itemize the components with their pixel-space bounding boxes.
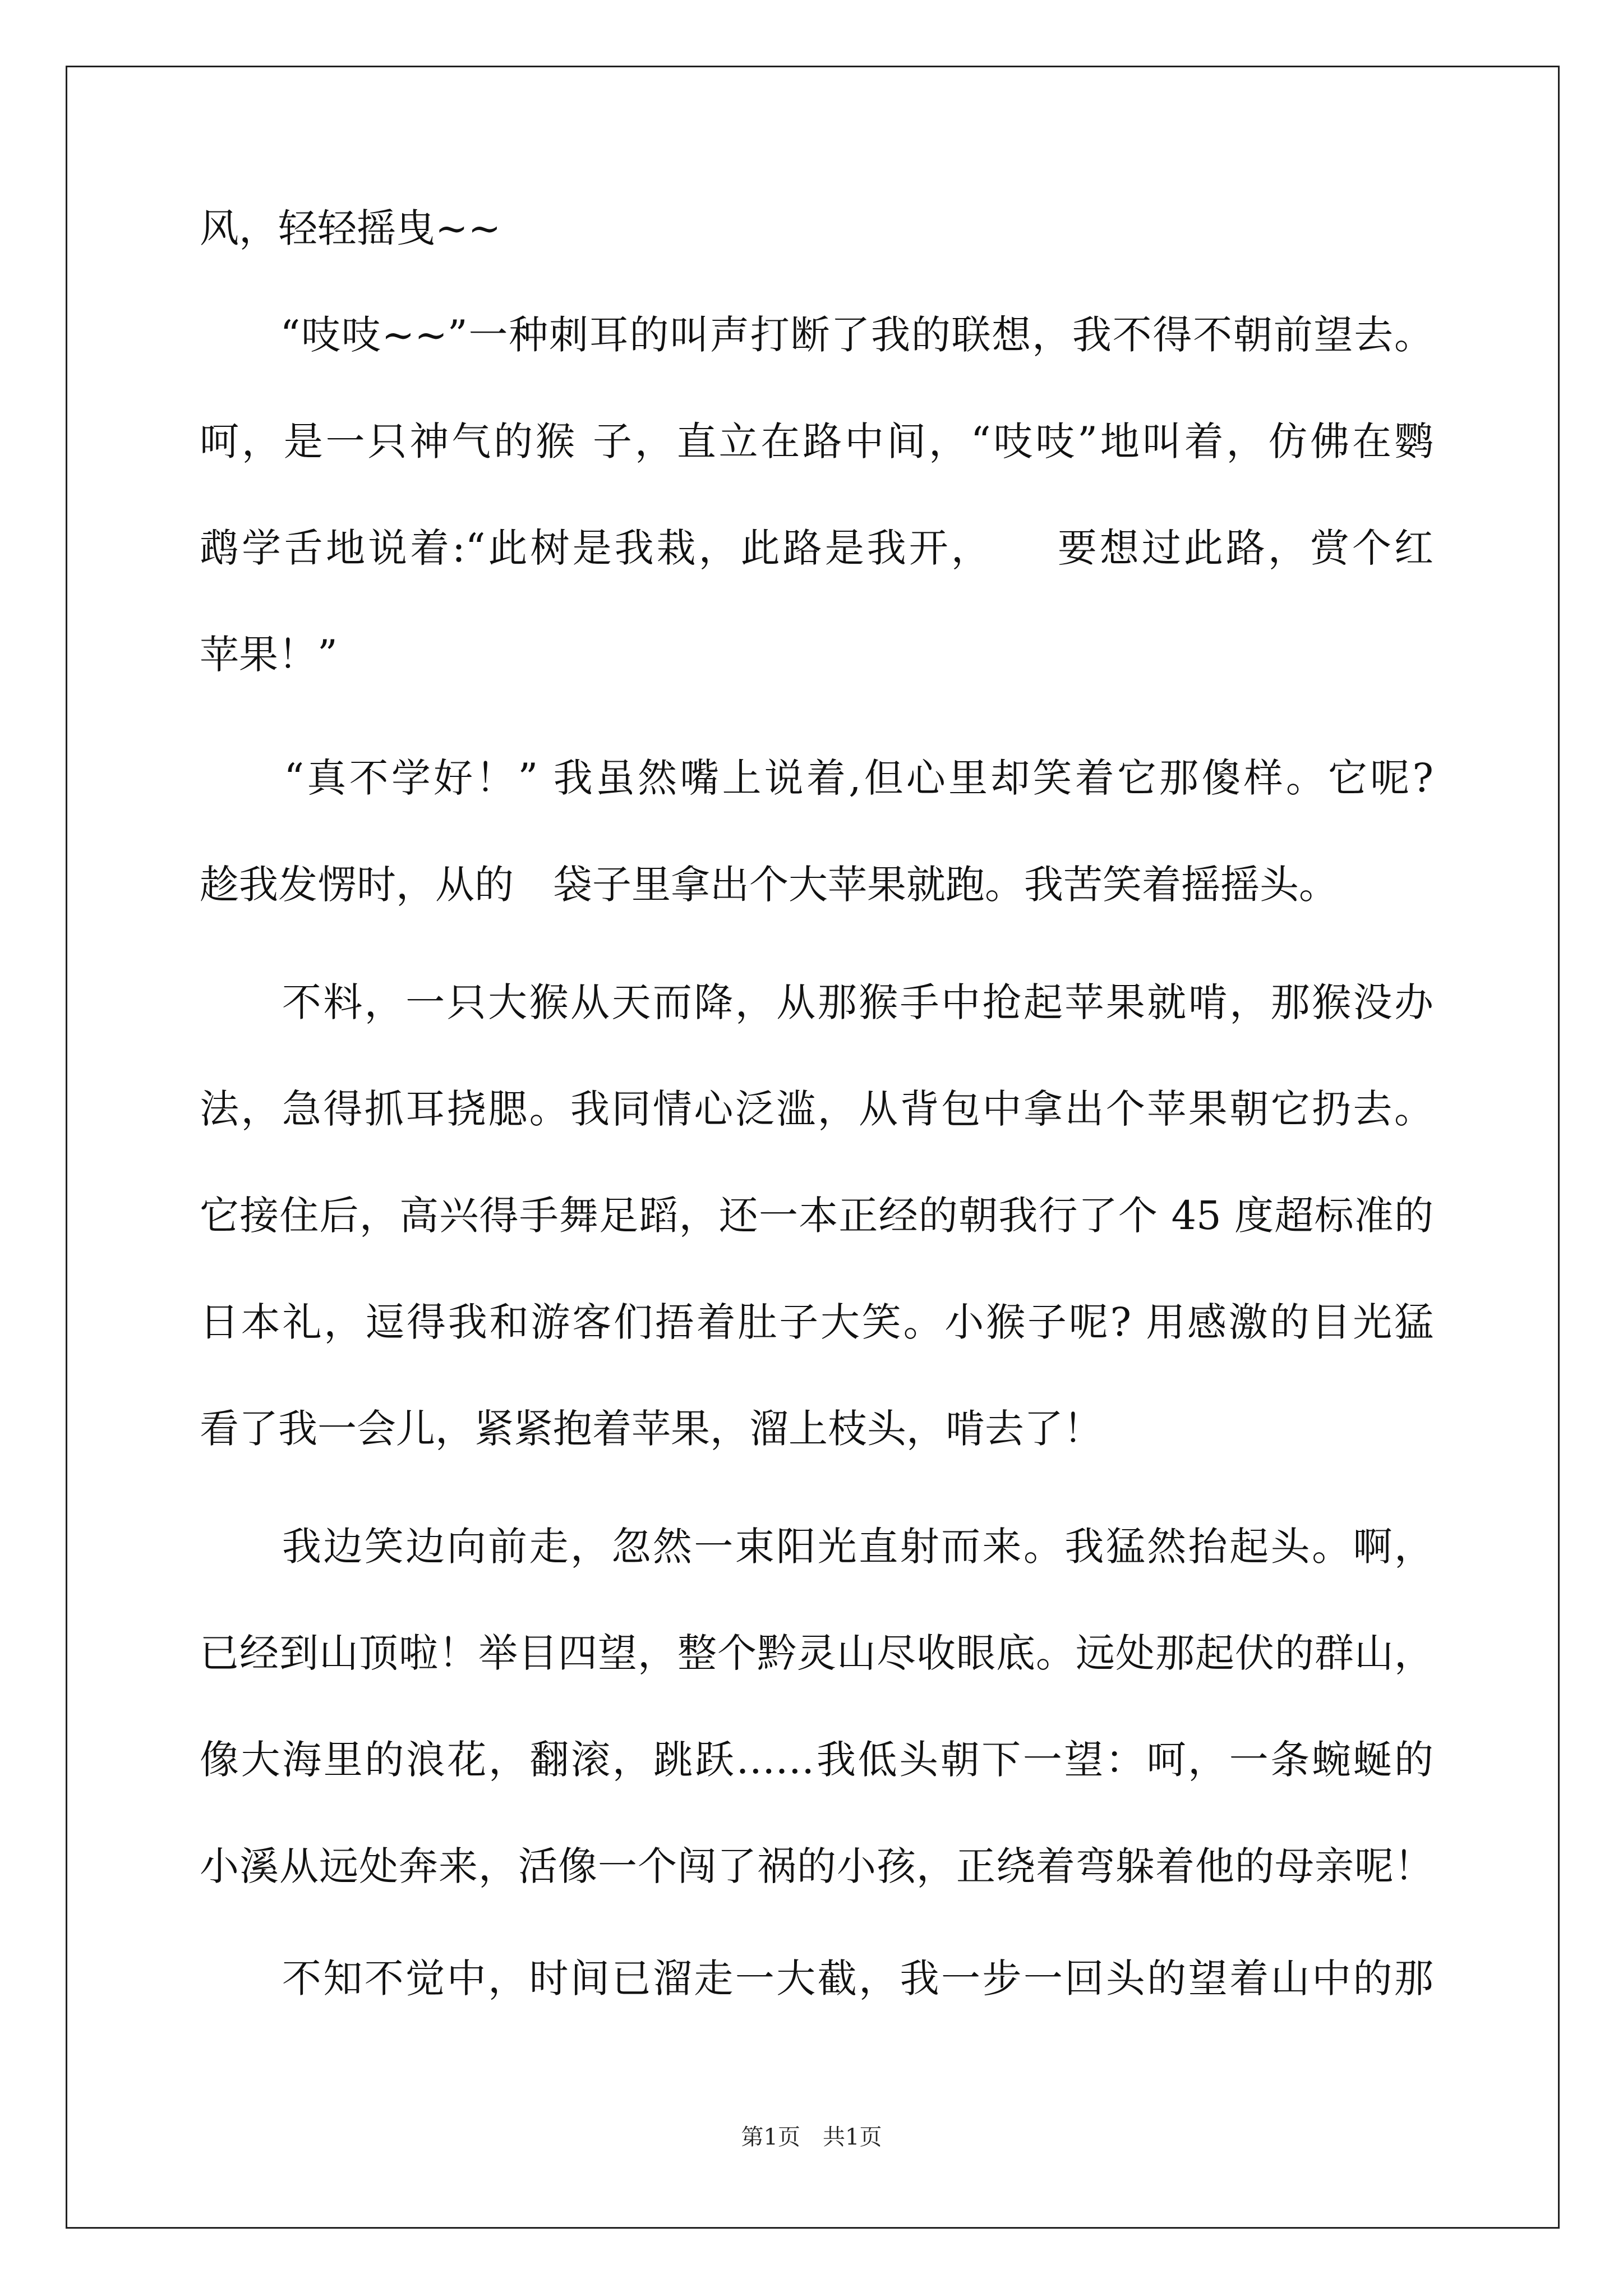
text-line: 我边笑边向前走，忽然一束阳光直射而来。我猛然抬起头。啊， xyxy=(200,1524,1433,1570)
text-line: 鹉学舌地说着:“此树是我栽，此路是我开， 要想过此路，赏个红 xyxy=(200,525,1433,571)
text-line: 小溪从远处奔来，活像一个闯了祸的小孩，正绕着弯躲着他的母亲呢！ xyxy=(200,1843,1433,1889)
text-line: 苹果！” xyxy=(200,632,338,678)
text-line: “真不学好！” 我虽然嘴上说着,但心里却笑着它那傻样。它呢? xyxy=(200,755,1433,801)
page-border xyxy=(66,66,1560,2229)
page-number: 第1页 共1页 xyxy=(741,2124,882,2150)
text-line: 趁我发愣时，从的 袋子里拿出个大苹果就跑。我苦笑着摇摇头。 xyxy=(200,862,1338,908)
text-line: 呵，是一只神气的猴 子，直立在路中间，“吱吱”地叫着，仿佛在鹦 xyxy=(200,418,1433,464)
text-line: 它接住后，高兴得手舞足蹈，还一本正经的朝我行了个 45 度超标准的 xyxy=(200,1193,1433,1239)
text-line: 像大海里的浪花，翻滚，跳跃……我低头朝下一望：呵，一条蜿蜒的 xyxy=(200,1737,1433,1783)
text-line: “吱吱~~”一种刺耳的叫声打断了我的联想，我不得不朝前望去。 xyxy=(200,312,1433,358)
text-line: 日本礼，逗得我和游客们捂着肚子大笑。小猴子呢? 用感激的目光猛 xyxy=(200,1299,1433,1345)
text-line: 不料，一只大猴从天而降，从那猴手中抢起苹果就啃，那猴没办 xyxy=(200,979,1433,1025)
text-line: 看了我一会儿，紧紧抱着苹果，溜上枝头，啃去了！ xyxy=(200,1406,1103,1452)
text-line: 风，轻轻摇曳~~ xyxy=(200,205,501,251)
text-line: 不知不觉中，时间已溜走一大截，我一步一回头的望着山中的那 xyxy=(200,1955,1433,2001)
text-line: 已经到山顶啦！举目四望，整个黔灵山尽收眼底。远处那起伏的群山， xyxy=(200,1630,1433,1676)
text-line: 法，急得抓耳挠腮。我同情心泛滥，从背包中拿出个苹果朝它扔去。 xyxy=(200,1086,1433,1132)
